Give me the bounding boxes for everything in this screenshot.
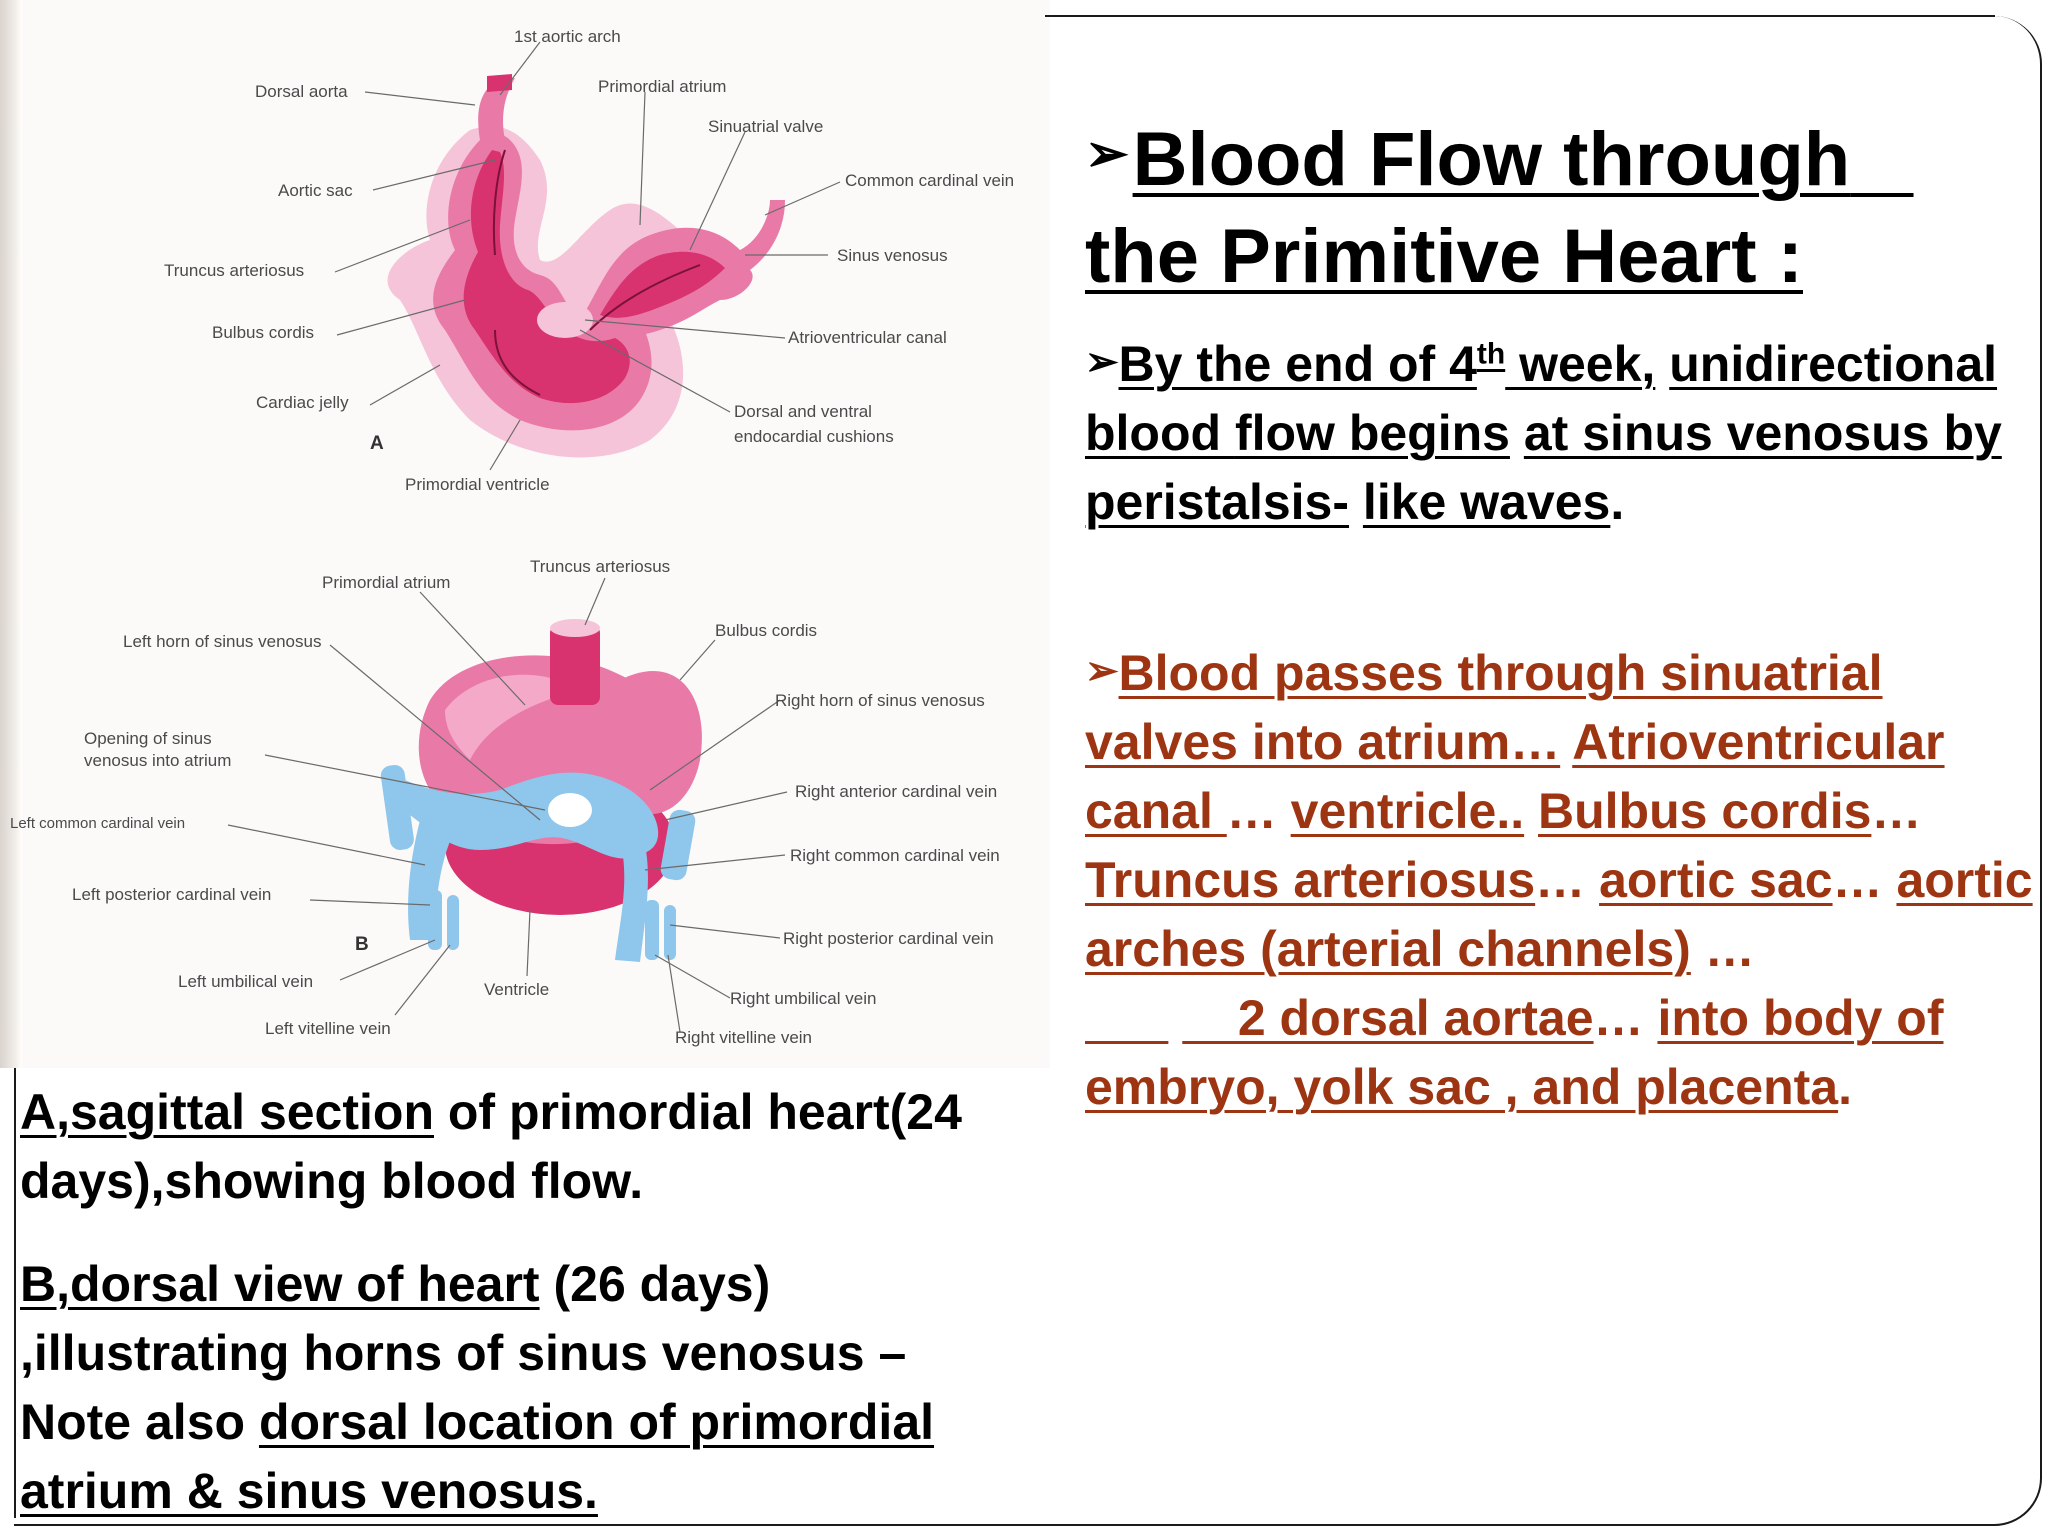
label-right-horn: Right horn of sinus venosus bbox=[775, 691, 985, 710]
pathway-aortic-arches: aortic arches (arterial channels) bbox=[1085, 852, 2033, 977]
label-right-posterior-cardinal: Right posterior cardinal vein bbox=[783, 929, 994, 948]
label-common-cardinal-vein: Common cardinal vein bbox=[845, 171, 1015, 190]
figure-b-letter: B bbox=[355, 934, 369, 955]
title-line2: the Primitive Heart : bbox=[1085, 214, 1803, 299]
label-left-vitelline: Left vitelline vein bbox=[265, 1019, 391, 1038]
bullet1-period: . bbox=[1610, 474, 1625, 530]
pathway-period: . bbox=[1838, 1059, 1852, 1115]
caption-a-underlined: A,sagittal section bbox=[20, 1084, 434, 1140]
bullet1-text-e: at sinus venosus by peristalsis- bbox=[1085, 405, 2002, 530]
label-bulbus-cordis-b: Bulbus cordis bbox=[715, 621, 818, 640]
bullet1-text-d: flow begins bbox=[1234, 405, 1510, 461]
label-left-posterior-cardinal: Left posterior cardinal vein bbox=[72, 885, 272, 904]
label-cardiac-jelly: Cardiac jelly bbox=[256, 393, 349, 412]
bullet1-sup: th bbox=[1476, 337, 1506, 371]
bullet2-arrow-icon: ➢ bbox=[1085, 649, 1119, 693]
label-left-umbilical: Left umbilical vein bbox=[178, 972, 314, 991]
pathway-blank bbox=[1085, 990, 1168, 1046]
pathway-sep-5: … bbox=[1690, 921, 1755, 977]
bullet-unidirectional-flow bbox=[1085, 328, 2040, 537]
caption-b-underlined-1: B,dorsal view of heart bbox=[20, 1256, 540, 1312]
figure-a-letter: A bbox=[370, 433, 384, 454]
bullet1-text-f: like waves bbox=[1362, 474, 1611, 530]
pathway-ventricle: ventricle.. bbox=[1290, 783, 1525, 839]
slide-title bbox=[1085, 106, 2015, 305]
label-bulbus-cordis-a: Bulbus cordis bbox=[212, 323, 315, 342]
label-left-horn: Left horn of sinus venosus bbox=[123, 632, 322, 651]
label-right-common-cardinal: Right common cardinal vein bbox=[790, 846, 1000, 865]
label-truncus-arteriosus-b: Truncus arteriosus bbox=[530, 557, 671, 576]
label-right-vitelline: Right vitelline vein bbox=[675, 1028, 813, 1047]
pathway-dorsal-aortae: 2 dorsal aortae bbox=[1182, 990, 1594, 1046]
label-left-common-cardinal: Left common cardinal vein bbox=[10, 815, 186, 832]
label-cushions-line1: Dorsal and ventral bbox=[734, 402, 872, 421]
bullet1-arrow-icon: ➢ bbox=[1085, 340, 1119, 384]
pathway-sep-4: … bbox=[1832, 852, 1897, 908]
pathway-bulbus: Bulbus cordis bbox=[1538, 783, 1872, 839]
label-right-anterior-cardinal: Right anterior cardinal vein bbox=[795, 782, 998, 801]
bullet-blood-pathway bbox=[1085, 637, 2040, 1122]
pathway-aortic-sac: aortic sac bbox=[1599, 852, 1833, 908]
caption-figure-b bbox=[20, 1250, 1030, 1526]
title-underline-gap bbox=[1850, 117, 1913, 202]
label-primordial-atrium-a: Primordial atrium bbox=[598, 77, 727, 96]
label-sinuatrial-valve: Sinuatrial valve bbox=[708, 117, 824, 136]
label-primordial-ventricle: Primordial ventricle bbox=[405, 475, 550, 494]
title-line1: Blood Flow through bbox=[1132, 117, 1851, 202]
label-dorsal-aorta: Dorsal aorta bbox=[255, 82, 348, 101]
pathway-av-canal: Atrioventricular canal bbox=[1085, 714, 1945, 839]
caption-b-mid: (26 days) ,illustrating horns of sinus venosus – Note also bbox=[20, 1256, 907, 1450]
label-right-umbilical: Right umbilical vein bbox=[730, 989, 877, 1008]
label-first-aortic-arch: 1st aortic arch bbox=[514, 27, 621, 46]
bullet1-text-b: week, bbox=[1505, 336, 1656, 392]
pathway-sinuatrial: Blood passes through sinuatrial valves into atrium… bbox=[1085, 645, 1883, 770]
pathway-sep-3: … bbox=[1535, 852, 1600, 908]
label-opening-line2: venosus into atrium bbox=[84, 751, 232, 770]
bullet1-text-a: By the end of 4 bbox=[1118, 336, 1477, 392]
label-atrioventricular-canal: Atrioventricular canal bbox=[788, 328, 947, 347]
caption-b-underlined-2: dorsal location of primordial atrium & sinus venosus. bbox=[20, 1394, 935, 1519]
pathway-sep-1: … bbox=[1226, 783, 1291, 839]
label-aortic-sac: Aortic sac bbox=[278, 181, 353, 200]
caption-a-rest: of primordial heart(24 days),showing blood flow. bbox=[20, 1084, 962, 1209]
label-ventricle: Ventricle bbox=[484, 980, 550, 999]
pathway-into-body: into body of embryo, yolk sac , and placenta bbox=[1085, 990, 1944, 1115]
label-truncus-arteriosus-a: Truncus arteriosus bbox=[164, 261, 305, 280]
bullet1-text-c: unidirectional blood bbox=[1085, 336, 1998, 461]
frame-left-border bbox=[14, 1068, 16, 1518]
title-bullet-icon: ➢ bbox=[1085, 125, 1129, 183]
pathway-sep-6: … bbox=[1593, 990, 1658, 1046]
label-opening-line1: Opening of sinus bbox=[84, 729, 212, 748]
label-cushions-line2: endocardial cushions bbox=[734, 427, 894, 446]
caption-figure-a bbox=[20, 1078, 1030, 1216]
pathway-truncus: Truncus arteriosus bbox=[1085, 852, 1536, 908]
label-sinus-venosus: Sinus venosus bbox=[837, 246, 948, 265]
label-primordial-atrium-b: Primordial atrium bbox=[322, 573, 451, 592]
pathway-sep-2: … bbox=[1871, 783, 1922, 839]
